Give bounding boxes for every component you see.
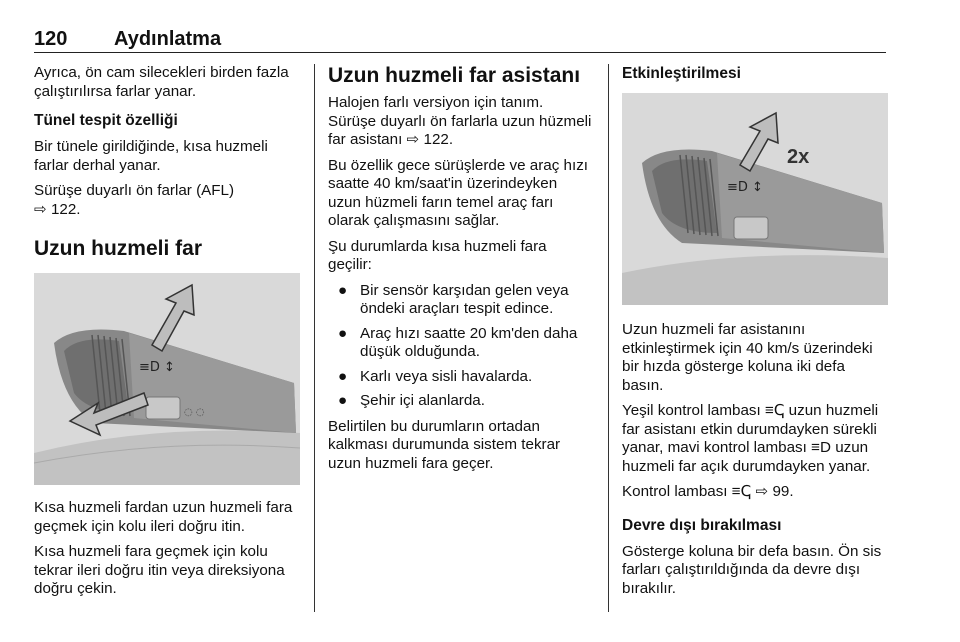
indicator-paragraph: Yeşil kontrol lambası ≡ↅ uzun huzmeli far asistanı etkin durumdayken sürekli yanar, mavi kontrol lambası ≡D uzun huzmeli far açık durumdayken yanar.	[622, 402, 879, 475]
deactivation-heading: Devre dışı bırakılması	[622, 516, 782, 534]
column-2	[328, 64, 594, 480]
high-beam-lever-illustration	[34, 273, 300, 485]
bullet-icon: ●	[338, 367, 348, 385]
afl-assistant-paragraph: Sürüşe duyarlı ön farlarla uzun hüzmeli far asistanı ⇨ 122.	[328, 112, 592, 148]
column-separator	[608, 64, 609, 612]
intro-paragraph: Ayrıca, ön cam silecekleri birden fazla çalıştırılırsa farlar yanar.	[34, 64, 289, 100]
press-count-label: 2x	[787, 146, 810, 168]
page-header	[34, 26, 886, 53]
ref-arrow-icon: ⇨	[34, 200, 47, 218]
deactivation-paragraph: Gösterge koluna bir defa basın. Ön sis farları çalıştırıldığında da devre dışı bırakılır.	[622, 542, 882, 597]
push-forward-paragraph: Kısa huzmeli fardan uzun huzmeli fara geçmek için kolu ileri doğru itin.	[34, 499, 293, 535]
column-1	[34, 64, 302, 606]
page-title: Aydınlatma	[114, 28, 222, 50]
double-press-lever-illustration	[622, 93, 888, 305]
feature-description: Bu özellik gece sürüşlerde ve araç hızı saatte 40 km/saat'in üzerindeyken uzun hüzmeli farın temel araç farı olarak çalışmasını sağlar.	[328, 156, 589, 229]
ref-arrow-icon: ⇨	[406, 131, 420, 148]
blue-lamp-icon: ≡D	[811, 439, 831, 456]
bullet-icon: ●	[338, 392, 348, 409]
list-item: ● Bir sensör karşıdan gelen veya öndeki araçları tespit edince.	[338, 281, 569, 317]
afl-page-link[interactable]: 122.	[50, 200, 81, 218]
bullet-icon: ●	[338, 281, 348, 299]
column-separator	[314, 64, 315, 612]
activation-paragraph: Uzun huzmeli far asistanını etkinleştirmek için 40 km/s üzerindeki bir hızda gösterge koluna iki defa basın.	[622, 321, 873, 394]
indicator-page-link[interactable]: 99.	[772, 483, 794, 500]
list-item: ● Karlı veya sisli havalarda.	[338, 367, 533, 385]
svg-text:≡D ↕: ≡D ↕	[139, 360, 175, 375]
conditions-list	[328, 282, 594, 411]
list-item: ● Araç hızı saatte 20 km'den daha düşük olduğunda.	[338, 324, 578, 360]
bullet-icon: ●	[338, 324, 348, 342]
indicator-reference: Kontrol lambası ≡ↅ ⇨ 99.	[622, 483, 794, 500]
afl-assistant-page-link[interactable]: 122.	[423, 131, 454, 148]
list-item: ● Şehir içi alanlarda.	[338, 392, 485, 409]
svg-text:◌ ◌: ◌ ◌	[184, 407, 205, 418]
column-3	[622, 64, 888, 605]
green-lamp-icon: ≡ↅ	[764, 402, 785, 419]
assistant-heading: Uzun huzmeli far asistanı	[328, 64, 581, 87]
svg-text:≡D ↕: ≡D ↕	[727, 180, 763, 195]
ref-arrow-icon: ⇨	[755, 483, 769, 500]
page-number: 120	[34, 28, 68, 50]
afl-text: Sürüşe duyarlı ön farlar (AFL)	[34, 182, 235, 199]
activation-heading: Etkinleştirilmesi	[622, 65, 741, 82]
return-paragraph: Belirtilen bu durumların ortadan kalkması durumunda sistem tekrar uzun huzmeli fara geçer.	[328, 417, 561, 472]
halogen-note: Halojen farlı versiyon için tanım.	[328, 94, 544, 111]
afl-paragraph	[34, 182, 302, 219]
high-beam-heading: Uzun huzmeli far	[34, 237, 203, 260]
tunnel-heading: Tünel tespit özelliği	[34, 112, 178, 129]
tunnel-paragraph: Bir tünele girildiğinde, kısa huzmeli farlar derhal yanar.	[34, 138, 268, 174]
pull-back-paragraph: Kısa huzmeli fara geçmek için kolu tekrar ileri doğru itin veya direksiyona doğru çekin.	[34, 543, 285, 597]
green-lamp-icon: ≡ↅ	[731, 483, 752, 500]
low-beam-conditions-intro: Şu durumlarda kısa huzmeli fara geçilir:	[328, 237, 547, 273]
